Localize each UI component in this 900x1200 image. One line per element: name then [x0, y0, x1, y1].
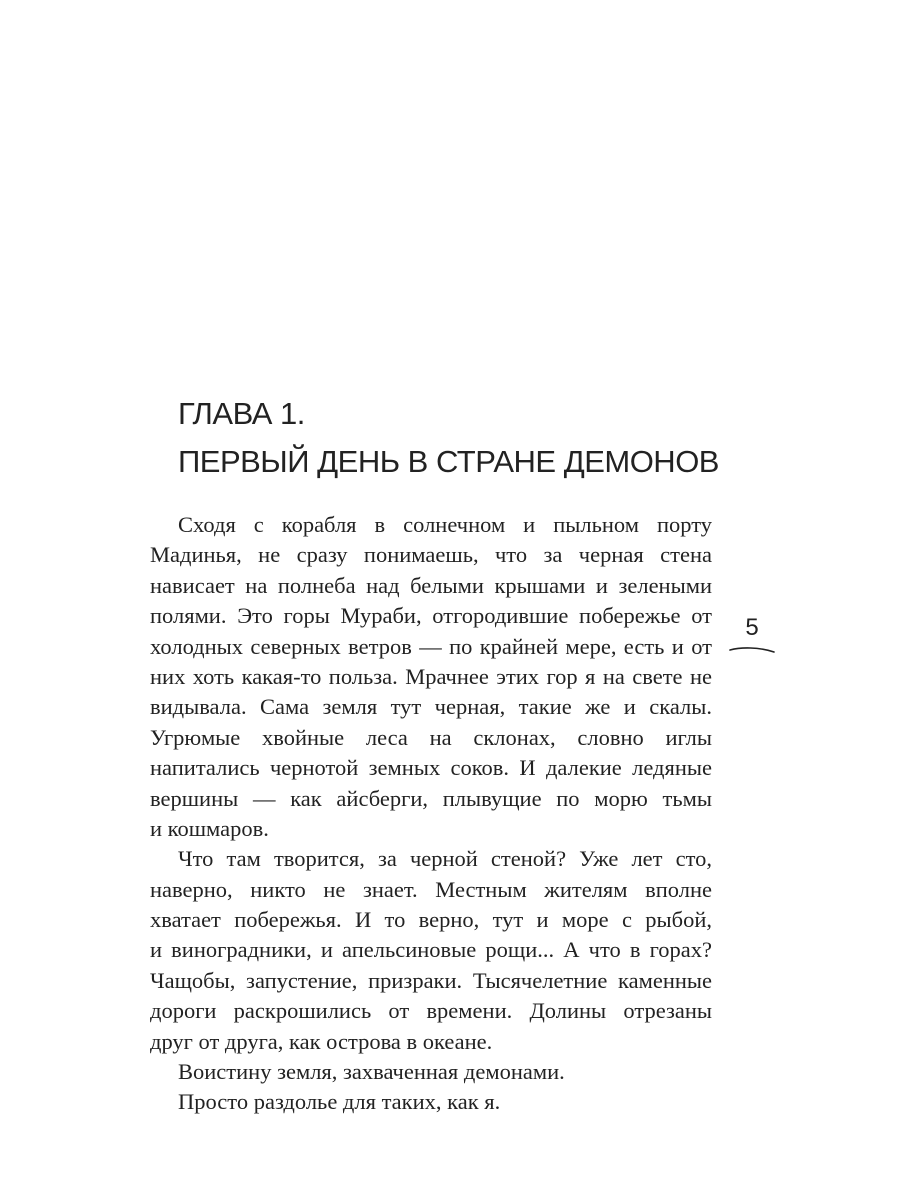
text-line: Чащобы, запустение, призраки. Тысячелетние каменные [150, 967, 712, 993]
text-line: наверно, никто не знает. Местным жителям вполне [150, 876, 712, 902]
chapter-heading [178, 390, 738, 486]
text-line: видывала. Сама земля тут черная, такие же и скалы. [150, 694, 712, 720]
page-number: 5 [745, 614, 759, 641]
text-line: Воистину земля, захваченная демонами. [178, 1059, 565, 1085]
text-line: нависает на полнеба над белыми крышами и зелеными [150, 572, 712, 598]
text-line: вершины — как айсберги, плывущие по морю тьмы [150, 785, 712, 811]
text-line: холодных северных ветров — по крайней мере, есть и от [150, 633, 712, 659]
text-line: Мадинья, не сразу понимаешь, что за черная стена [150, 542, 712, 568]
text-line: полями. Это горы Мураби, отгородившие побережье от [150, 603, 712, 629]
chapter-title: ПЕРВЫЙ ДЕНЬ В СТРАНЕ ДЕМОНОВ [178, 444, 719, 479]
chapter-body-text [150, 510, 712, 1118]
chapter-number: ГЛАВА 1. [178, 396, 305, 431]
text-line: Сходя с корабля в солнечном и пыльном порту [178, 512, 712, 537]
text-line: и кошмаров. [150, 815, 269, 841]
text-line: хватает побережья. И то верно, тут и море с рыбой, [150, 907, 712, 933]
text-line: и виноградники, и апельсиновые рощи... А что в горах? [150, 937, 712, 963]
text-line: Просто раздолье для таких, как я. [178, 1089, 501, 1115]
text-line: них хоть какая-то польза. Мрачнее этих гор я на свете не [150, 663, 712, 689]
text-line: дороги раскрошились от времени. Долины отрезаны [150, 998, 712, 1024]
text-line: напитались чернотой земных соков. И далекие ледяные [150, 755, 712, 781]
page-number-swash-ornament [729, 644, 775, 656]
text-line: Угрюмые хвойные леса на склонах, словно иглы [150, 724, 712, 750]
text-line: Что там творится, за черной стеной? Уже лет сто, [178, 846, 712, 872]
text-line: друг от друга, как острова в океане. [150, 1028, 493, 1054]
